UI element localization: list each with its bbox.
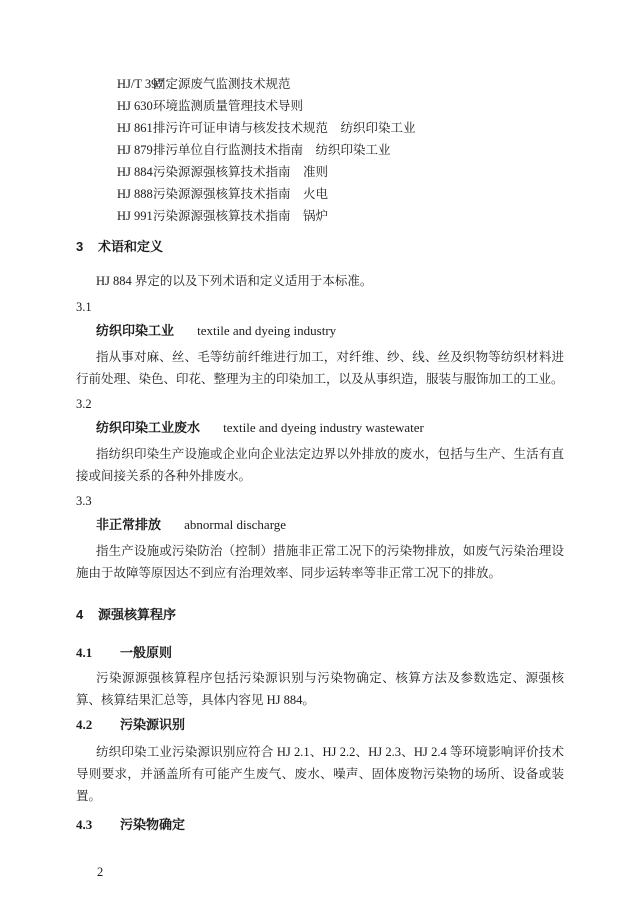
page-number: 2 <box>97 865 104 879</box>
reference-item <box>76 161 564 183</box>
reference-code: HJ 630 <box>117 99 153 113</box>
section-heading-terms <box>76 236 564 258</box>
term-number: 3.1 <box>76 300 92 314</box>
term-zh: 非正常排放 <box>96 517 162 532</box>
reference-code: HJ 991 <box>117 209 153 223</box>
subsection-heading-source-identification <box>76 714 564 736</box>
subsection-title: 污染源识别 <box>120 717 186 732</box>
term-definition: 指从事对麻、丝、毛等纺前纤维进行加工，对纤维、纱、线、丝及织物等纺织材料进行前处理、染色、印花、整理为主的印染加工，以及从事织造，服装与服饰加工的工业。 <box>76 350 564 386</box>
term-number: 3.3 <box>76 494 92 508</box>
term-line <box>76 417 564 439</box>
subsection-title: 污染物确定 <box>120 817 186 832</box>
section-number: 3 <box>76 239 84 254</box>
reference-title: 环境监测质量管理技术导则 <box>153 99 304 113</box>
term-en: textile and dyeing industry <box>197 323 337 338</box>
subsection-number: 4.3 <box>76 817 93 832</box>
term-line <box>76 320 564 342</box>
section-title: 术语和定义 <box>98 239 164 254</box>
term-number: 3.2 <box>76 397 92 411</box>
reference-item <box>76 183 564 205</box>
reference-title: 排污许可证申请与核发技术规范 纺织印染工业 <box>153 121 416 135</box>
subsection-title: 一般原则 <box>120 645 173 660</box>
reference-item <box>76 205 564 227</box>
subsection-paragraph: 纺织印染工业污染源识别应符合 HJ 2.1、HJ 2.2、HJ 2.3、HJ 2.4 等环境影响评价技术导则要求，并涵盖所有可能产生废气、废水、噪声、固体废物污染物的场所、设备或装置。 <box>76 745 564 803</box>
term-zh: 纺织印染工业 <box>96 323 175 338</box>
section-title: 源强核算程序 <box>98 607 177 622</box>
reference-title: 污染源源强核算技术指南 准则 <box>153 165 329 179</box>
subsection-number: 4.2 <box>76 717 93 732</box>
section-number: 4 <box>76 607 84 622</box>
reference-title: 固定源废气监测技术规范 <box>153 77 291 91</box>
subsection-heading-general <box>76 642 564 664</box>
section-heading-procedure <box>76 604 564 626</box>
normative-references-list <box>76 73 564 227</box>
subsection-heading-pollutant-determination <box>76 814 564 836</box>
reference-code: HJ 861 <box>117 121 153 135</box>
terms-intro-paragraph: HJ 884 界定的以及下列术语和定义适用于本标准。 <box>96 274 373 288</box>
reference-title: 排污单位自行监测技术指南 纺织印染工业 <box>153 143 391 157</box>
reference-item <box>76 117 564 139</box>
reference-code: HJ 888 <box>117 187 153 201</box>
term-definition: 指纺织印染生产设施或企业向企业法定边界以外排放的废水，包括与生产、生活有直接或间接关系的各种外排废水。 <box>76 447 564 483</box>
reference-title: 污染源源强核算技术指南 锅炉 <box>153 209 329 223</box>
reference-item <box>76 95 564 117</box>
reference-item <box>76 73 564 95</box>
reference-code: HJ 879 <box>117 143 153 157</box>
reference-title: 污染源源强核算技术指南 火电 <box>153 187 329 201</box>
term-en: textile and dyeing industry wastewater <box>223 420 424 435</box>
reference-code: HJ/T 397 <box>117 77 164 91</box>
term-en: abnormal discharge <box>184 517 287 532</box>
term-definition: 指生产设施或污染防治（控制）措施非正常工况下的污染物排放，如废气污染治理设施由于故障等原因达不到应有治理效率、同步运转率等非正常工况下的排放。 <box>76 544 564 580</box>
reference-code: HJ 884 <box>117 165 153 179</box>
reference-item <box>76 139 564 161</box>
subsection-number: 4.1 <box>76 645 93 660</box>
term-line <box>76 514 564 536</box>
subsection-paragraph: 污染源源强核算程序包括污染源识别与污染物确定、核算方法及参数选定、源强核算、核算结果汇总等，具体内容见 HJ 884。 <box>76 671 564 707</box>
term-zh: 纺织印染工业废水 <box>96 420 201 435</box>
